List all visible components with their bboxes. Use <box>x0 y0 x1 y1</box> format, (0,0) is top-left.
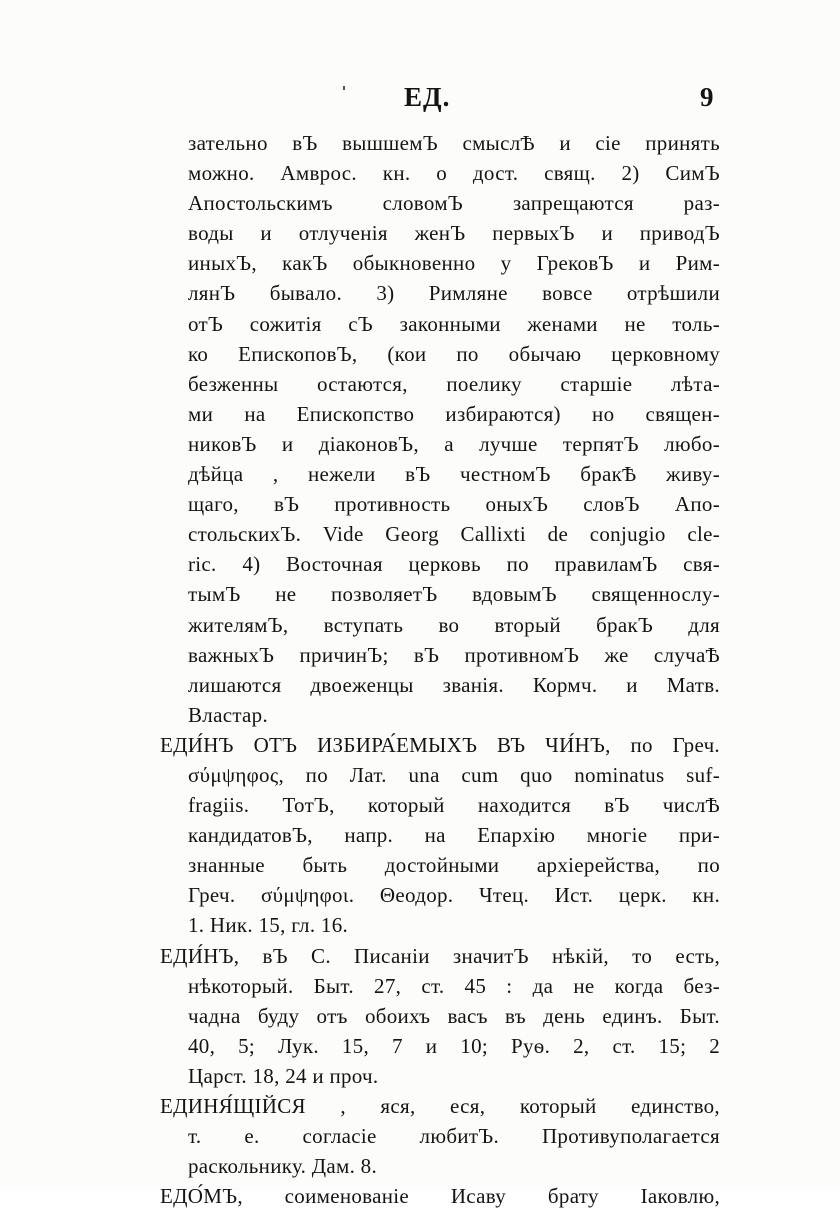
text-line: чадна буду отъ обоихъ васъ въ день единъ. Быт. <box>188 1003 720 1028</box>
print-speck <box>343 86 345 90</box>
entry-headword-line: ЕДИ́НЪ ОТЪ ИЗБИРА́ЕМЫХЪ ВЪ ЧИ́НЪ, по Греч. <box>160 732 720 757</box>
text-line: зательно вЪ вышшемЪ смыслѢ и сіе принять <box>188 131 720 155</box>
text-line: 40, 5; Лук. 15, 7 и 10; Руѳ. 2, ст. 15; 2 <box>188 1033 720 1058</box>
text-line: жителямЪ, вступать во вторый бракЪ для <box>188 612 720 637</box>
text-line: fragiis. ТотЪ, который находится вЪ числѢ <box>188 793 720 818</box>
entry-headword-line: ЕДИНЯ́ЩІЙСЯ , яся, еся, который единство, <box>160 1094 720 1118</box>
text-line: дѣйца , нежели вЪ честномЪ бракѢ живу- <box>188 462 720 487</box>
running-head: ЕД. <box>404 82 451 112</box>
text-line: важныхЪ причинЪ; вЪ противномЪ же случаѢ <box>188 642 720 667</box>
text-line: щаго, вЪ противность оныхЪ словЪ Апо- <box>188 492 720 517</box>
text-line: тымЪ не позволяетЪ вдовымЪ священнослу- <box>188 582 720 607</box>
text-line: т. е. согласіе любитЪ. Противуполагается <box>188 1124 720 1149</box>
text-line: иныхЪ, какЪ обыкновенно у ГрековЪ и Рим- <box>188 251 720 276</box>
text-line: Апостольскимъ словомЪ запрещаются раз- <box>188 191 720 216</box>
dictionary-text-block <box>160 128 720 1211</box>
text-line: стольскихЪ. Vide Georg Callixti de conjugio cle- <box>188 522 720 547</box>
text-line: лишаются двоеженцы званія. Кормч. и Матв. <box>188 672 720 697</box>
text-line: ко ЕпископовЪ, (кои по обычаю церковному <box>188 341 720 366</box>
text-line: σύμψηφος, по Лат. una cum quo nominatus suf- <box>188 762 720 787</box>
text-line: нѣкоторый. Быт. 27, ст. 45 : да не когда без- <box>188 973 720 998</box>
text-line: никовЪ и діаконовЪ, а лучше терпятЪ любо- <box>188 431 720 456</box>
text-line: раскольнику. Дам. 8. <box>188 1154 378 1179</box>
entry-headword-line: ЕДИ́НЪ, вЪ С. Писаніи значитЪ нѣкій, то есть, <box>160 943 720 968</box>
text-line: безженны остаются, поелику старшіе лѣта- <box>188 371 720 396</box>
text-line: 1. Ник. 15, гл. 16. <box>188 913 349 938</box>
text-line: Царст. 18, 24 и проч. <box>188 1063 379 1088</box>
text-line: Греч. σύμψηφοι. Θеодор. Чтец. Ист. церк. кн. <box>188 883 720 908</box>
entry-headword-line: ЕДО́МЪ, соименованіе Исаву брату Іаковлю, <box>160 1184 720 1209</box>
text-line: лянЪ бывало. 3) Римляне вовсе отрѣшили <box>188 281 720 306</box>
page-header <box>0 80 840 120</box>
text-line: воды и отлученія женЪ первыхЪ и приводЪ <box>188 221 720 246</box>
text-line: ми на Епископство избираются) но священ- <box>188 401 720 426</box>
text-line: знанные быть достойными архіерейства, по <box>188 853 720 878</box>
text-line: кандидатовЪ, напр. на Епархію многіе при- <box>188 823 720 848</box>
text-line: Властар. <box>188 702 269 727</box>
text-line: отЪ сожитія сЪ законными женами не толь- <box>188 311 720 336</box>
page-number: 9 <box>700 82 714 112</box>
text-line: можно. Амврос. кн. о дост. свящ. 2) СимЪ <box>188 161 720 186</box>
text-line: ric. 4) Восточная церковь по правиламЪ свя- <box>188 552 720 577</box>
